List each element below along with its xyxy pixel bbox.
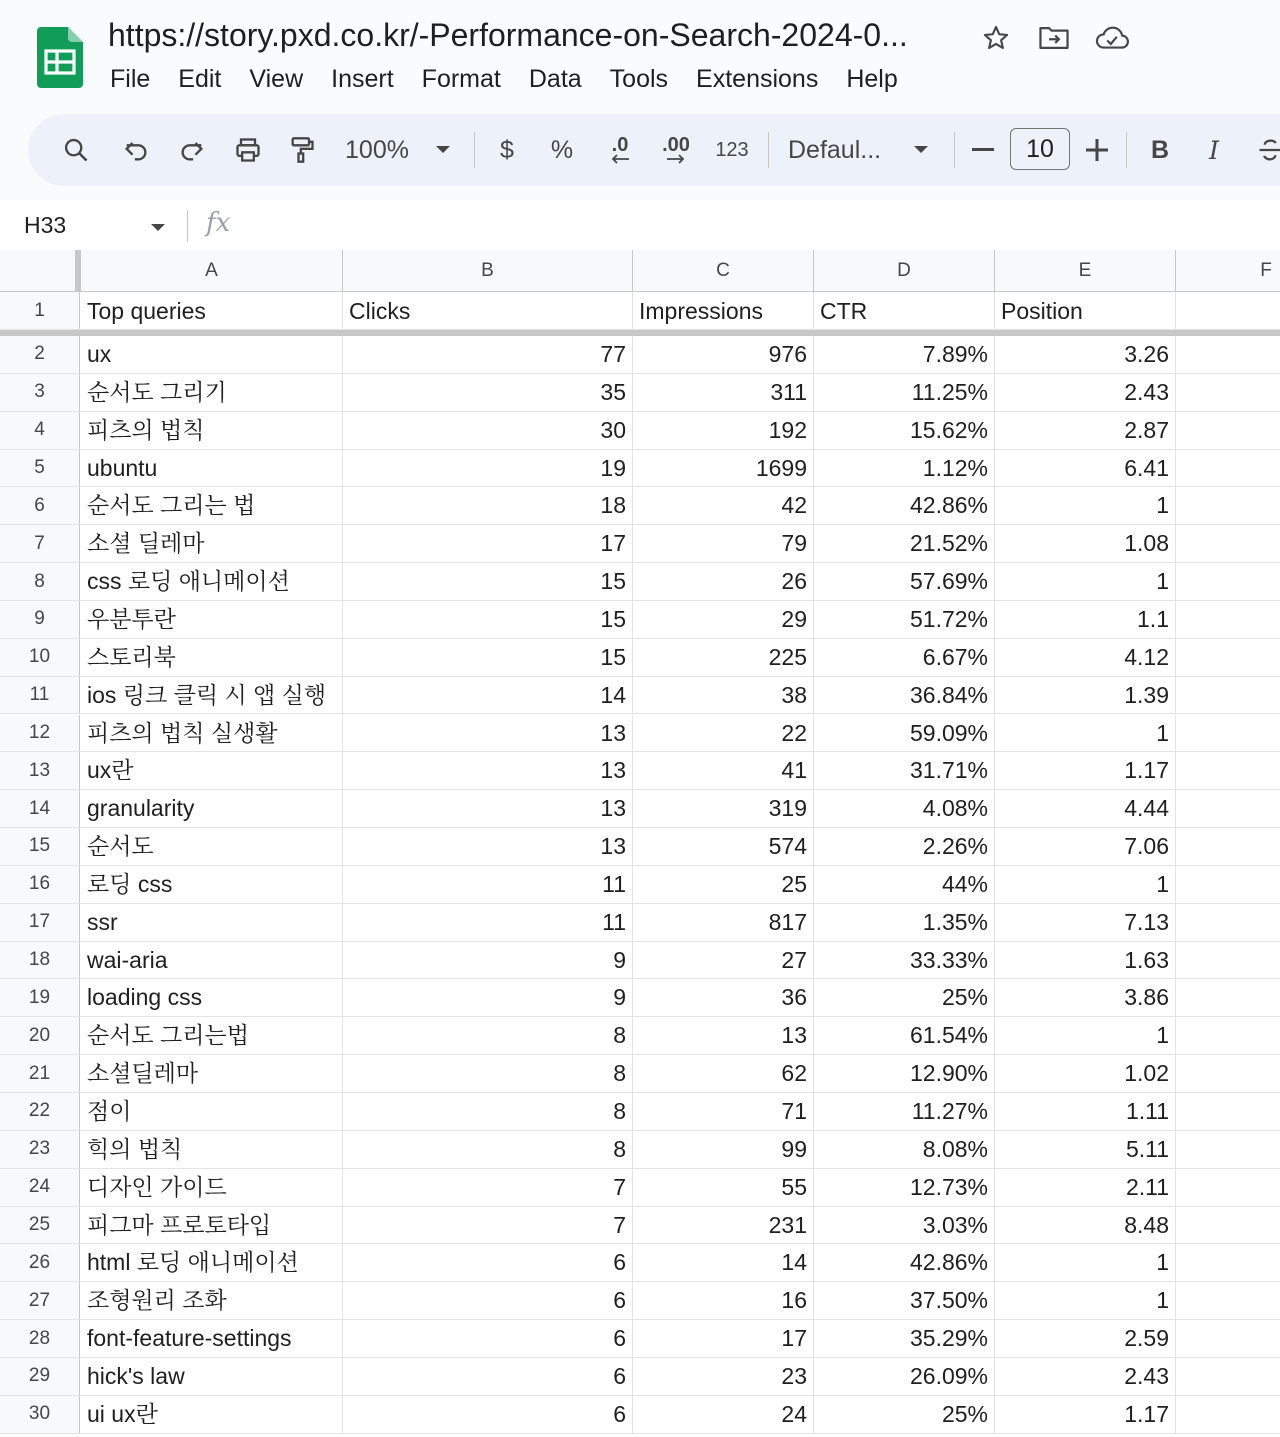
cell-c[interactable]: 79 — [633, 525, 814, 562]
cell-b[interactable]: 8 — [343, 1055, 633, 1092]
cell-a[interactable]: 우분투란 — [81, 601, 343, 638]
cell-e[interactable]: 1 — [995, 715, 1176, 752]
table-row — [0, 677, 1280, 715]
table-row — [0, 1320, 1280, 1358]
table-row — [0, 1017, 1280, 1055]
cell-c[interactable]: 22 — [633, 715, 814, 752]
cell-b[interactable]: 11 — [343, 866, 633, 903]
cell-e[interactable]: 4.12 — [995, 639, 1176, 676]
fx-icon: fx — [206, 208, 231, 238]
cell-b[interactable]: 11 — [343, 904, 633, 941]
menu-data[interactable]: Data — [528, 65, 582, 93]
cell-b[interactable]: 8 — [343, 1093, 633, 1130]
undo-icon[interactable] — [116, 128, 156, 172]
cell-d[interactable]: 25% — [814, 979, 995, 1016]
cell-b[interactable]: 15 — [343, 563, 633, 600]
cell-f[interactable] — [1176, 601, 1280, 638]
table-row — [0, 525, 1280, 563]
cell-d[interactable]: 51.72% — [814, 601, 995, 638]
row-number[interactable]: 21 — [0, 1055, 80, 1092]
cell-e[interactable]: 3.86 — [995, 979, 1176, 1016]
cell-c[interactable]: 976 — [633, 336, 814, 373]
app-header — [0, 0, 1280, 200]
decrease-decimal-button[interactable] — [600, 128, 640, 172]
row-number[interactable]: 5 — [0, 450, 80, 487]
cell-a[interactable]: 순서도 — [81, 828, 343, 865]
table-row — [0, 412, 1280, 450]
cell-c[interactable]: 71 — [633, 1093, 814, 1130]
row-number[interactable]: 30 — [0, 1396, 80, 1433]
decrease-font-size-icon[interactable] — [966, 128, 1000, 172]
cell-f[interactable] — [1176, 1055, 1280, 1092]
cell-c[interactable]: 192 — [633, 412, 814, 449]
cell-f[interactable] — [1176, 1207, 1280, 1244]
cell-d1[interactable]: CTR — [814, 292, 995, 329]
cell-a[interactable]: 점이 — [81, 1093, 343, 1130]
cell-d[interactable]: 35.29% — [814, 1320, 995, 1357]
row-number[interactable]: 28 — [0, 1320, 80, 1357]
cell-f[interactable] — [1176, 1017, 1280, 1054]
cell-e[interactable]: 1.17 — [995, 752, 1176, 789]
increase-font-size-icon[interactable] — [1080, 128, 1114, 172]
cell-d[interactable]: 37.50% — [814, 1282, 995, 1319]
cell-a[interactable]: 조형원리 조화 — [81, 1282, 343, 1319]
cell-b[interactable]: 13 — [343, 790, 633, 827]
currency-format-button[interactable]: $ — [500, 135, 514, 164]
row-number[interactable]: 27 — [0, 1282, 80, 1319]
cell-d[interactable]: 59.09% — [814, 715, 995, 752]
cell-f1[interactable] — [1176, 292, 1280, 329]
cell-b[interactable]: 13 — [343, 828, 633, 865]
table-row — [0, 1131, 1280, 1169]
cell-b[interactable]: 8 — [343, 1017, 633, 1054]
cell-c[interactable]: 231 — [633, 1207, 814, 1244]
column-header-d[interactable]: D — [814, 250, 995, 292]
cell-c1[interactable]: Impressions — [633, 292, 814, 329]
cell-a[interactable]: 로딩 css — [81, 866, 343, 903]
cell-b[interactable]: 9 — [343, 942, 633, 979]
cell-e[interactable]: 1 — [995, 866, 1176, 903]
row-number[interactable]: 9 — [0, 601, 80, 638]
select-all-corner[interactable] — [0, 250, 80, 292]
row-number[interactable]: 29 — [0, 1358, 80, 1395]
cell-e[interactable]: 1.11 — [995, 1093, 1176, 1130]
cell-a[interactable]: 디자인 가이드 — [81, 1169, 343, 1206]
menu-view[interactable]: View — [249, 65, 304, 93]
cell-d[interactable]: 1.35% — [814, 904, 995, 941]
cell-a[interactable]: 순서도 그리는 법 — [81, 487, 343, 524]
menu-format[interactable]: Format — [421, 65, 501, 93]
row-number[interactable]: 14 — [0, 790, 80, 827]
row-number[interactable]: 12 — [0, 715, 80, 752]
cell-f[interactable] — [1176, 1131, 1280, 1168]
cell-b[interactable]: 13 — [343, 752, 633, 789]
cell-a[interactable]: ios 링크 클릭 시 앱 실행 — [81, 677, 343, 714]
cell-a[interactable]: ui ux란 — [81, 1396, 343, 1433]
cell-f[interactable] — [1176, 715, 1280, 752]
cell-c[interactable]: 36 — [633, 979, 814, 1016]
increase-decimal-button[interactable] — [654, 128, 698, 172]
cell-a[interactable]: css 로딩 애니메이션 — [81, 563, 343, 600]
menu-extensions[interactable]: Extensions — [696, 65, 819, 93]
column-header-e[interactable]: E — [995, 250, 1176, 292]
cell-c[interactable]: 574 — [633, 828, 814, 865]
cell-c[interactable]: 17 — [633, 1320, 814, 1357]
cell-a[interactable]: ux — [81, 336, 343, 373]
cell-a[interactable]: ssr — [81, 904, 343, 941]
cell-b[interactable]: 6 — [343, 1396, 633, 1433]
table-row — [0, 450, 1280, 488]
cell-f[interactable] — [1176, 525, 1280, 562]
cell-d[interactable]: 33.33% — [814, 942, 995, 979]
cell-e[interactable]: 2.43 — [995, 374, 1176, 411]
row-number[interactable]: 1 — [0, 292, 80, 329]
cell-b[interactable]: 77 — [343, 336, 633, 373]
cell-d[interactable]: 21.52% — [814, 525, 995, 562]
cell-b[interactable]: 7 — [343, 1169, 633, 1206]
cell-a[interactable]: wai-aria — [81, 942, 343, 979]
cell-d[interactable]: 11.25% — [814, 374, 995, 411]
percent-format-button[interactable]: % — [550, 135, 574, 164]
cell-e[interactable]: 7.06 — [995, 828, 1176, 865]
cell-e[interactable]: 2.43 — [995, 1358, 1176, 1395]
cell-d[interactable]: 31.71% — [814, 752, 995, 789]
cell-c[interactable]: 62 — [633, 1055, 814, 1092]
cell-a[interactable]: ux란 — [81, 752, 343, 789]
cell-c[interactable]: 29 — [633, 601, 814, 638]
cell-e[interactable]: 1 — [995, 1244, 1176, 1281]
table-row — [0, 942, 1280, 980]
table-row — [0, 1244, 1280, 1282]
table-row — [0, 1055, 1280, 1093]
table-row — [0, 1169, 1280, 1207]
cell-f[interactable] — [1176, 1093, 1280, 1130]
cell-d[interactable]: 36.84% — [814, 677, 995, 714]
row-number[interactable]: 3 — [0, 374, 80, 411]
redo-icon[interactable] — [172, 128, 212, 172]
cell-d[interactable]: 6.67% — [814, 639, 995, 676]
cell-b[interactable]: 6 — [343, 1244, 633, 1281]
cell-f[interactable] — [1176, 677, 1280, 714]
bold-button[interactable]: B — [1150, 135, 1170, 164]
cell-e[interactable]: 2.11 — [995, 1169, 1176, 1206]
cell-f[interactable] — [1176, 979, 1280, 1016]
cell-a[interactable]: 스토리북 — [81, 639, 343, 676]
cell-c[interactable]: 14 — [633, 1244, 814, 1281]
cell-e[interactable]: 1 — [995, 563, 1176, 600]
cell-d[interactable]: 2.26% — [814, 828, 995, 865]
column-header-b[interactable]: B — [343, 250, 633, 292]
cell-a[interactable]: 피츠의 법칙 — [81, 412, 343, 449]
cell-e[interactable]: 2.87 — [995, 412, 1176, 449]
row-number[interactable]: 20 — [0, 1017, 80, 1054]
cell-e[interactable]: 1 — [995, 1282, 1176, 1319]
cell-e[interactable]: 8.48 — [995, 1207, 1176, 1244]
table-row — [0, 752, 1280, 790]
font-size-input[interactable]: 10 — [1010, 128, 1070, 170]
cell-c[interactable]: 42 — [633, 487, 814, 524]
cell-b[interactable]: 8 — [343, 1131, 633, 1168]
cell-b[interactable]: 18 — [343, 487, 633, 524]
cell-c[interactable]: 225 — [633, 639, 814, 676]
cell-d[interactable]: 7.89% — [814, 336, 995, 373]
cell-d[interactable]: 12.90% — [814, 1055, 995, 1092]
cell-a[interactable]: 피그마 프로토타입 — [81, 1207, 343, 1244]
name-box-dropdown-icon[interactable] — [150, 220, 166, 238]
increase-decimal-label: .00 — [662, 134, 690, 156]
cell-e[interactable]: 1.39 — [995, 677, 1176, 714]
header-row — [0, 292, 1280, 330]
cell-f[interactable] — [1176, 1169, 1280, 1206]
cell-c[interactable]: 311 — [633, 374, 814, 411]
cell-b[interactable]: 14 — [343, 677, 633, 714]
cell-b[interactable]: 17 — [343, 525, 633, 562]
cell-f[interactable] — [1176, 1320, 1280, 1357]
cell-f[interactable] — [1176, 866, 1280, 903]
cell-f[interactable] — [1176, 790, 1280, 827]
table-row — [0, 1358, 1280, 1396]
cell-f[interactable] — [1176, 563, 1280, 600]
toolbar — [28, 114, 1280, 186]
table-row — [0, 904, 1280, 942]
cell-a[interactable]: html 로딩 애니메이션 — [81, 1244, 343, 1281]
cell-f[interactable] — [1176, 336, 1280, 373]
font-dropdown-icon[interactable] — [906, 128, 936, 172]
cell-d[interactable]: 1.12% — [814, 450, 995, 487]
italic-button[interactable]: I — [1209, 135, 1219, 165]
row-number[interactable]: 7 — [0, 525, 80, 562]
table-row — [0, 979, 1280, 1017]
cell-e[interactable]: 5.11 — [995, 1131, 1176, 1168]
arrow-left-icon — [609, 154, 631, 164]
row-number[interactable]: 25 — [0, 1207, 80, 1244]
cell-e[interactable]: 1 — [995, 487, 1176, 524]
cell-d[interactable]: 44% — [814, 866, 995, 903]
cell-e[interactable]: 1 — [995, 1017, 1176, 1054]
cell-c[interactable]: 817 — [633, 904, 814, 941]
cell-d[interactable]: 42.86% — [814, 487, 995, 524]
cell-f[interactable] — [1176, 450, 1280, 487]
cell-d[interactable]: 61.54% — [814, 1017, 995, 1054]
row-number[interactable]: 22 — [0, 1093, 80, 1130]
cell-f[interactable] — [1176, 374, 1280, 411]
menu-insert[interactable]: Insert — [331, 65, 394, 93]
row-number[interactable]: 16 — [0, 866, 80, 903]
cell-b[interactable]: 19 — [343, 450, 633, 487]
cell-f[interactable] — [1176, 1244, 1280, 1281]
table-row — [0, 563, 1280, 601]
formula-bar — [0, 200, 1280, 250]
cell-b[interactable]: 30 — [343, 412, 633, 449]
paint-format-icon[interactable] — [282, 128, 322, 172]
cell-c[interactable]: 99 — [633, 1131, 814, 1168]
font-family-select[interactable]: Defaul... — [788, 135, 882, 164]
strikethrough-icon[interactable] — [1250, 128, 1280, 172]
table-row — [0, 1093, 1280, 1131]
row-number[interactable]: 10 — [0, 639, 80, 676]
cell-e[interactable]: 3.26 — [995, 336, 1176, 373]
cell-f[interactable] — [1176, 752, 1280, 789]
cell-e[interactable]: 4.44 — [995, 790, 1176, 827]
row-number[interactable]: 24 — [0, 1169, 80, 1206]
column-header-c[interactable]: C — [633, 250, 814, 292]
cell-c[interactable]: 24 — [633, 1396, 814, 1433]
cell-b[interactable]: 6 — [343, 1282, 633, 1319]
row-number[interactable]: 19 — [0, 979, 80, 1016]
name-box[interactable]: H33 — [24, 212, 67, 238]
cell-d[interactable]: 25% — [814, 1396, 995, 1433]
cell-a[interactable]: 소셜 딜레마 — [81, 525, 343, 562]
cell-d[interactable]: 26.09% — [814, 1358, 995, 1395]
table-row — [0, 1282, 1280, 1320]
cell-b[interactable]: 6 — [343, 1320, 633, 1357]
menu-file[interactable]: File — [110, 65, 151, 93]
cell-b1[interactable]: Clicks — [343, 292, 633, 329]
cell-e[interactable]: 1.02 — [995, 1055, 1176, 1092]
menu-tools[interactable]: Tools — [609, 65, 669, 93]
column-header-a[interactable]: A — [81, 250, 343, 292]
row-number[interactable]: 17 — [0, 904, 80, 941]
cell-f[interactable] — [1176, 1282, 1280, 1319]
row-number[interactable]: 4 — [0, 412, 80, 449]
menu-edit[interactable]: Edit — [178, 65, 222, 93]
cell-e[interactable]: 2.59 — [995, 1320, 1176, 1357]
cell-c[interactable]: 27 — [633, 942, 814, 979]
cell-e[interactable]: 7.13 — [995, 904, 1176, 941]
table-row — [0, 866, 1280, 904]
table-row — [0, 715, 1280, 753]
row-number[interactable]: 11 — [0, 677, 80, 714]
cell-c[interactable]: 13 — [633, 1017, 814, 1054]
cell-a[interactable]: granularity — [81, 790, 343, 827]
row-number[interactable]: 18 — [0, 942, 80, 979]
star-icon[interactable] — [976, 22, 1016, 54]
cell-a[interactable]: 순서도 그리는법 — [81, 1017, 343, 1054]
table-row — [0, 639, 1280, 677]
row-number[interactable]: 23 — [0, 1131, 80, 1168]
cell-b[interactable]: 9 — [343, 979, 633, 1016]
cell-f[interactable] — [1176, 828, 1280, 865]
cell-b[interactable]: 6 — [343, 1358, 633, 1395]
cell-d[interactable]: 57.69% — [814, 563, 995, 600]
cell-c[interactable]: 25 — [633, 866, 814, 903]
table-row — [0, 601, 1280, 639]
cell-e[interactable]: 1.1 — [995, 601, 1176, 638]
arrow-right-icon — [665, 154, 687, 164]
spreadsheet-grid — [0, 250, 1280, 1437]
cell-d[interactable]: 42.86% — [814, 1244, 995, 1281]
menu-bar — [96, 60, 912, 98]
cell-d[interactable]: 8.08% — [814, 1131, 995, 1168]
cell-f[interactable] — [1176, 942, 1280, 979]
cell-d[interactable]: 11.27% — [814, 1093, 995, 1130]
cell-f[interactable] — [1176, 412, 1280, 449]
cell-f[interactable] — [1176, 1396, 1280, 1433]
cell-d[interactable]: 3.03% — [814, 1207, 995, 1244]
cell-b[interactable]: 13 — [343, 715, 633, 752]
cell-d[interactable]: 15.62% — [814, 412, 995, 449]
cell-b[interactable]: 15 — [343, 601, 633, 638]
cell-a[interactable]: ubuntu — [81, 450, 343, 487]
cell-c[interactable]: 38 — [633, 677, 814, 714]
zoom-dropdown-icon[interactable] — [428, 128, 458, 172]
cell-d[interactable]: 12.73% — [814, 1169, 995, 1206]
cell-c[interactable]: 26 — [633, 563, 814, 600]
table-row — [0, 790, 1280, 828]
cell-a[interactable]: 피츠의 법칙 실생활 — [81, 715, 343, 752]
cell-c[interactable]: 1699 — [633, 450, 814, 487]
zoom-select[interactable]: 100% — [345, 135, 409, 164]
cell-e[interactable]: 1.08 — [995, 525, 1176, 562]
cell-c[interactable]: 41 — [633, 752, 814, 789]
decrease-decimal-label: .0 — [611, 134, 629, 156]
cell-e[interactable]: 6.41 — [995, 450, 1176, 487]
row-number[interactable]: 15 — [0, 828, 80, 865]
cell-f[interactable] — [1176, 1358, 1280, 1395]
cell-e[interactable]: 1.17 — [995, 1396, 1176, 1433]
cell-f[interactable] — [1176, 639, 1280, 676]
row-number[interactable]: 2 — [0, 336, 80, 373]
more-formats-button[interactable]: 123 — [715, 138, 749, 161]
table-row — [0, 828, 1280, 866]
cell-d[interactable]: 4.08% — [814, 790, 995, 827]
cell-e1[interactable]: Position — [995, 292, 1176, 329]
cell-b[interactable]: 15 — [343, 639, 633, 676]
cell-a[interactable]: font-feature-settings — [81, 1320, 343, 1357]
cell-a[interactable]: hick's law — [81, 1358, 343, 1395]
cell-a[interactable]: loading css — [81, 979, 343, 1016]
column-header-f[interactable]: F — [1176, 250, 1280, 292]
move-folder-icon[interactable] — [1034, 22, 1074, 54]
print-icon[interactable] — [228, 128, 268, 172]
table-row — [0, 374, 1280, 412]
row-number[interactable]: 8 — [0, 563, 80, 600]
table-row — [0, 1396, 1280, 1434]
cell-c[interactable]: 55 — [633, 1169, 814, 1206]
cell-f[interactable] — [1176, 904, 1280, 941]
cell-a[interactable]: 소셜딜레마 — [81, 1055, 343, 1092]
cell-f[interactable] — [1176, 487, 1280, 524]
cell-e[interactable]: 1.63 — [995, 942, 1176, 979]
document-title[interactable]: https://story.pxd.co.kr/-Performance-on-Search-2024-0... — [108, 17, 908, 53]
row-number[interactable]: 26 — [0, 1244, 80, 1281]
row-number[interactable]: 6 — [0, 487, 80, 524]
row-number[interactable]: 13 — [0, 752, 80, 789]
table-row — [0, 487, 1280, 525]
cell-c[interactable]: 319 — [633, 790, 814, 827]
table-row — [0, 336, 1280, 374]
menu-help[interactable]: Help — [846, 65, 898, 93]
cloud-saved-icon[interactable] — [1092, 22, 1132, 54]
cell-c[interactable]: 16 — [633, 1282, 814, 1319]
table-row — [0, 1207, 1280, 1245]
cell-a1[interactable]: Top queries — [81, 292, 343, 329]
cell-a[interactable]: 순서도 그리기 — [81, 374, 343, 411]
cell-c[interactable]: 23 — [633, 1358, 814, 1395]
search-menus-icon[interactable] — [56, 128, 96, 172]
cell-b[interactable]: 7 — [343, 1207, 633, 1244]
cell-a[interactable]: 힉의 법칙 — [81, 1131, 343, 1168]
sheets-logo-icon[interactable] — [37, 27, 83, 88]
cell-b[interactable]: 35 — [343, 374, 633, 411]
